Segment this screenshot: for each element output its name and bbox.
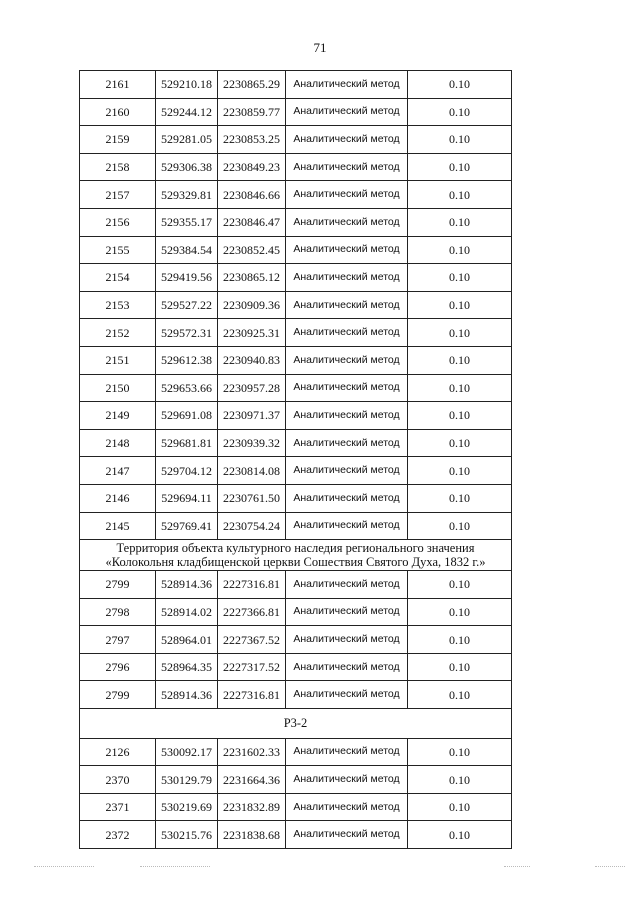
table-row: [80, 264, 512, 292]
table-row: [80, 457, 512, 485]
y-coordinate-cell: 2227366.81: [218, 598, 286, 626]
table-row: [80, 598, 512, 626]
scan-artifact: [34, 866, 94, 868]
y-coordinate-cell: 2231664.36: [218, 766, 286, 794]
x-coordinate-cell: 529572.31: [156, 319, 218, 347]
point-id-cell: 2798: [80, 598, 156, 626]
method-cell: Аналитический метод: [286, 264, 408, 292]
table-row: [80, 766, 512, 794]
x-coordinate-cell: 529244.12: [156, 98, 218, 126]
y-coordinate-cell: 2227317.52: [218, 653, 286, 681]
section-title: Р3-2: [80, 709, 512, 739]
accuracy-cell: 0.10: [408, 98, 512, 126]
point-id-cell: 2371: [80, 793, 156, 821]
x-coordinate-cell: 529681.81: [156, 429, 218, 457]
x-coordinate-cell: 529355.17: [156, 208, 218, 236]
x-coordinate-cell: 530215.76: [156, 821, 218, 849]
accuracy-cell: 0.10: [408, 126, 512, 154]
x-coordinate-cell: 530092.17: [156, 738, 218, 766]
x-coordinate-cell: 529527.22: [156, 291, 218, 319]
table-row: [80, 402, 512, 430]
table-row: [80, 236, 512, 264]
method-cell: Аналитический метод: [286, 126, 408, 154]
page-number: 71: [313, 40, 327, 55]
accuracy-cell: 0.10: [408, 484, 512, 512]
table-row: [80, 208, 512, 236]
x-coordinate-cell: 530219.69: [156, 793, 218, 821]
y-coordinate-cell: 2230814.08: [218, 457, 286, 485]
table-row: [80, 571, 512, 599]
method-cell: Аналитический метод: [286, 374, 408, 402]
y-coordinate-cell: 2230846.66: [218, 181, 286, 209]
table-row: [80, 374, 512, 402]
method-cell: Аналитический метод: [286, 71, 408, 99]
x-coordinate-cell: 528914.36: [156, 571, 218, 599]
table-row: [80, 626, 512, 654]
point-id-cell: 2797: [80, 626, 156, 654]
scan-artifact: [504, 866, 530, 868]
y-coordinate-cell: 2227316.81: [218, 681, 286, 709]
x-coordinate-cell: 529704.12: [156, 457, 218, 485]
accuracy-cell: 0.10: [408, 571, 512, 599]
accuracy-cell: 0.10: [408, 766, 512, 794]
point-id-cell: 2796: [80, 653, 156, 681]
method-cell: Аналитический метод: [286, 346, 408, 374]
method-cell: Аналитический метод: [286, 571, 408, 599]
table-row: [80, 71, 512, 99]
y-coordinate-cell: 2230853.25: [218, 126, 286, 154]
y-coordinate-cell: 2230761.50: [218, 484, 286, 512]
scan-artifact: [595, 866, 625, 868]
table-row: [80, 98, 512, 126]
accuracy-cell: 0.10: [408, 402, 512, 430]
method-cell: Аналитический метод: [286, 653, 408, 681]
x-coordinate-cell: 529694.11: [156, 484, 218, 512]
point-id-cell: 2155: [80, 236, 156, 264]
table-row: [80, 429, 512, 457]
method-cell: Аналитический метод: [286, 626, 408, 654]
point-id-cell: 2146: [80, 484, 156, 512]
method-cell: Аналитический метод: [286, 738, 408, 766]
y-coordinate-cell: 2230846.47: [218, 208, 286, 236]
x-coordinate-cell: 529210.18: [156, 71, 218, 99]
accuracy-cell: 0.10: [408, 264, 512, 292]
y-coordinate-cell: 2230909.36: [218, 291, 286, 319]
accuracy-cell: 0.10: [408, 236, 512, 264]
x-coordinate-cell: 529306.38: [156, 153, 218, 181]
section-header-row: [80, 540, 512, 571]
table-row: [80, 821, 512, 849]
section-header-row: [80, 709, 512, 739]
point-id-cell: 2147: [80, 457, 156, 485]
point-id-cell: 2799: [80, 681, 156, 709]
method-cell: Аналитический метод: [286, 681, 408, 709]
x-coordinate-cell: 529419.56: [156, 264, 218, 292]
x-coordinate-cell: 528914.36: [156, 681, 218, 709]
method-cell: Аналитический метод: [286, 821, 408, 849]
point-id-cell: 2156: [80, 208, 156, 236]
y-coordinate-cell: 2231838.68: [218, 821, 286, 849]
point-id-cell: 2145: [80, 512, 156, 540]
x-coordinate-cell: 529281.05: [156, 126, 218, 154]
method-cell: Аналитический метод: [286, 181, 408, 209]
method-cell: Аналитический метод: [286, 512, 408, 540]
x-coordinate-cell: 528964.01: [156, 626, 218, 654]
section-title: Территория объекта культурного наследия регионального значения «Колокольня кладбищенской церкви Сошествия Святого Духа, 1832 г.»: [80, 540, 512, 571]
accuracy-cell: 0.10: [408, 374, 512, 402]
accuracy-cell: 0.10: [408, 208, 512, 236]
table-row: [80, 653, 512, 681]
point-id-cell: 2370: [80, 766, 156, 794]
method-cell: Аналитический метод: [286, 402, 408, 430]
y-coordinate-cell: 2231602.33: [218, 738, 286, 766]
coordinates-table: [79, 70, 512, 849]
point-id-cell: 2158: [80, 153, 156, 181]
point-id-cell: 2150: [80, 374, 156, 402]
y-coordinate-cell: 2230865.12: [218, 264, 286, 292]
point-id-cell: 2148: [80, 429, 156, 457]
y-coordinate-cell: 2230957.28: [218, 374, 286, 402]
accuracy-cell: 0.10: [408, 346, 512, 374]
table-row: [80, 512, 512, 540]
y-coordinate-cell: 2230925.31: [218, 319, 286, 347]
method-cell: Аналитический метод: [286, 153, 408, 181]
method-cell: Аналитический метод: [286, 793, 408, 821]
y-coordinate-cell: 2230971.37: [218, 402, 286, 430]
accuracy-cell: 0.10: [408, 653, 512, 681]
y-coordinate-cell: 2231832.89: [218, 793, 286, 821]
x-coordinate-cell: 529653.66: [156, 374, 218, 402]
x-coordinate-cell: 529769.41: [156, 512, 218, 540]
point-id-cell: 2160: [80, 98, 156, 126]
method-cell: Аналитический метод: [286, 457, 408, 485]
x-coordinate-cell: 528914.02: [156, 598, 218, 626]
x-coordinate-cell: 529612.38: [156, 346, 218, 374]
point-id-cell: 2372: [80, 821, 156, 849]
coordinates-table-body: [80, 71, 512, 849]
accuracy-cell: 0.10: [408, 598, 512, 626]
method-cell: Аналитический метод: [286, 429, 408, 457]
point-id-cell: 2157: [80, 181, 156, 209]
x-coordinate-cell: 528964.35: [156, 653, 218, 681]
y-coordinate-cell: 2230859.77: [218, 98, 286, 126]
method-cell: Аналитический метод: [286, 236, 408, 264]
method-cell: Аналитический метод: [286, 766, 408, 794]
table-row: [80, 291, 512, 319]
method-cell: Аналитический метод: [286, 484, 408, 512]
scan-artifact: [140, 866, 210, 868]
accuracy-cell: 0.10: [408, 181, 512, 209]
y-coordinate-cell: 2230849.23: [218, 153, 286, 181]
method-cell: Аналитический метод: [286, 98, 408, 126]
table-row: [80, 793, 512, 821]
point-id-cell: 2153: [80, 291, 156, 319]
y-coordinate-cell: 2230865.29: [218, 71, 286, 99]
table-row: [80, 181, 512, 209]
point-id-cell: 2126: [80, 738, 156, 766]
accuracy-cell: 0.10: [408, 291, 512, 319]
method-cell: Аналитический метод: [286, 208, 408, 236]
x-coordinate-cell: 530129.79: [156, 766, 218, 794]
accuracy-cell: 0.10: [408, 457, 512, 485]
point-id-cell: 2149: [80, 402, 156, 430]
table-row: [80, 681, 512, 709]
y-coordinate-cell: 2227367.52: [218, 626, 286, 654]
y-coordinate-cell: 2230940.83: [218, 346, 286, 374]
accuracy-cell: 0.10: [408, 153, 512, 181]
point-id-cell: 2154: [80, 264, 156, 292]
table-row: [80, 153, 512, 181]
accuracy-cell: 0.10: [408, 681, 512, 709]
y-coordinate-cell: 2230939.32: [218, 429, 286, 457]
accuracy-cell: 0.10: [408, 738, 512, 766]
accuracy-cell: 0.10: [408, 626, 512, 654]
point-id-cell: 2151: [80, 346, 156, 374]
method-cell: Аналитический метод: [286, 291, 408, 319]
x-coordinate-cell: 529384.54: [156, 236, 218, 264]
table-row: [80, 346, 512, 374]
y-coordinate-cell: 2230754.24: [218, 512, 286, 540]
point-id-cell: 2152: [80, 319, 156, 347]
table-row: [80, 738, 512, 766]
method-cell: Аналитический метод: [286, 598, 408, 626]
point-id-cell: 2159: [80, 126, 156, 154]
y-coordinate-cell: 2230852.45: [218, 236, 286, 264]
accuracy-cell: 0.10: [408, 429, 512, 457]
table-row: [80, 126, 512, 154]
point-id-cell: 2161: [80, 71, 156, 99]
accuracy-cell: 0.10: [408, 512, 512, 540]
point-id-cell: 2799: [80, 571, 156, 599]
accuracy-cell: 0.10: [408, 71, 512, 99]
table-row: [80, 484, 512, 512]
table-row: [80, 319, 512, 347]
accuracy-cell: 0.10: [408, 793, 512, 821]
accuracy-cell: 0.10: [408, 319, 512, 347]
x-coordinate-cell: 529329.81: [156, 181, 218, 209]
x-coordinate-cell: 529691.08: [156, 402, 218, 430]
method-cell: Аналитический метод: [286, 319, 408, 347]
accuracy-cell: 0.10: [408, 821, 512, 849]
y-coordinate-cell: 2227316.81: [218, 571, 286, 599]
